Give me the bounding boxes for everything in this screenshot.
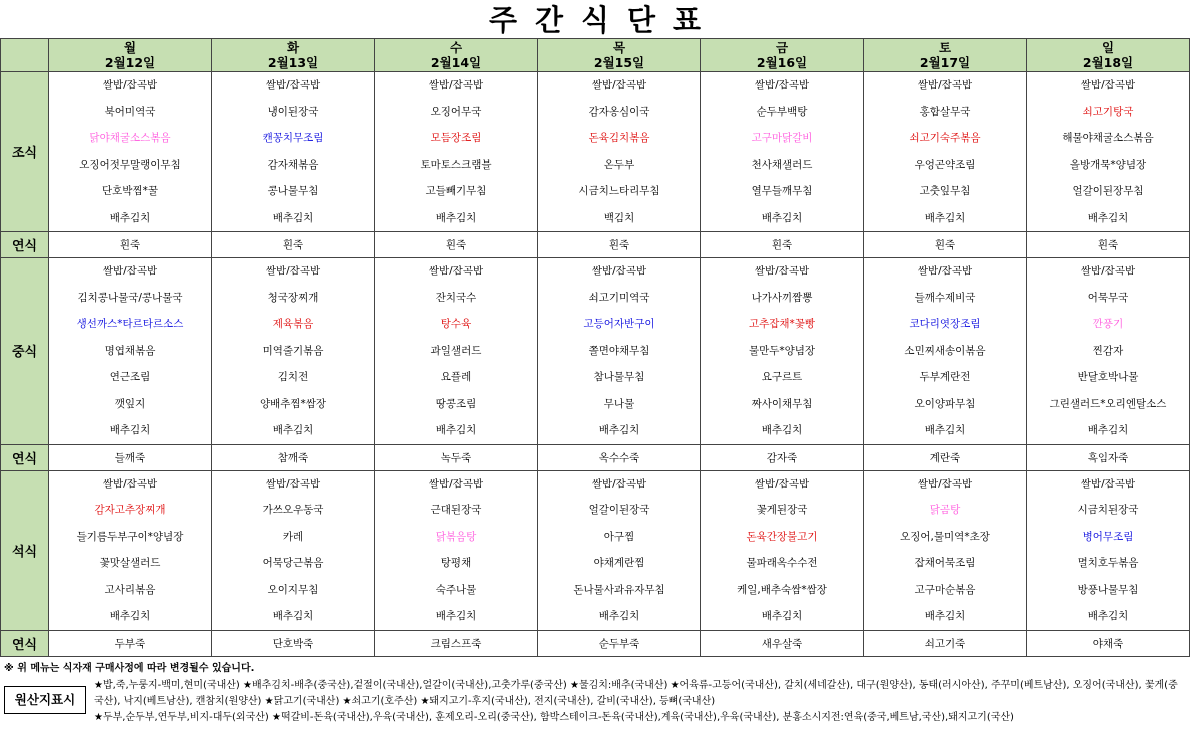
menu-item: 어묵당근볶음 — [262, 557, 324, 569]
menu-item: 쌀밥/잡곡밥 — [102, 477, 158, 490]
menu-item: 쌀밥/잡곡밥 — [591, 477, 647, 490]
menu-cell — [864, 72, 1027, 232]
menu-item: 고사리볶음 — [104, 583, 156, 596]
day-name: 토 — [938, 40, 952, 55]
menu-item: 야채계란찜 — [593, 557, 645, 569]
menu-item: 오이양파무침 — [914, 397, 976, 410]
menu-item: 참나물무침 — [593, 371, 645, 383]
menu-item: 방풍나물무침 — [1077, 583, 1139, 596]
menu-cell — [212, 72, 375, 232]
menu-item: 꽃맛살샐러드 — [99, 557, 161, 569]
menu-item: 연근조림 — [109, 371, 151, 383]
menu-item: 배추김치 — [435, 424, 477, 436]
menu-item: 오징어,물미역*초장 — [900, 530, 990, 543]
menu-item: 두부계란전 — [919, 371, 971, 383]
day-header — [49, 39, 212, 72]
menu-cell — [864, 258, 1027, 445]
menu-item: 고들빼기무침 — [425, 185, 487, 197]
menu-item: 홍합살무국 — [919, 105, 971, 118]
snack-item: 두부죽 — [49, 630, 212, 656]
snack-row — [1, 630, 1190, 656]
menu-item: 천사채샐러드 — [751, 158, 813, 171]
day-date: 2월16일 — [756, 55, 808, 70]
lunch-row — [1, 258, 1190, 445]
menu-item: 요구르트 — [761, 371, 803, 383]
menu-item: 시금치느타리무침 — [578, 185, 660, 197]
menu-cell — [864, 470, 1027, 630]
day-name: 목 — [612, 40, 626, 55]
day-header — [701, 39, 864, 72]
menu-item: 배추김치 — [109, 610, 151, 622]
menu-cell — [1027, 258, 1190, 445]
menu-item: 쌀밥/잡곡밥 — [754, 79, 810, 91]
menu-item: 케일,배추숙쌈*쌈장 — [737, 583, 827, 596]
menu-item: 배추김치 — [924, 610, 966, 622]
day-header — [375, 39, 538, 72]
menu-item: 근대된장국 — [430, 504, 482, 516]
menu-cell — [701, 470, 864, 630]
menu-item: 온두부 — [603, 158, 635, 171]
menu-item: 배추김치 — [109, 424, 151, 436]
day-date: 2월17일 — [919, 55, 971, 70]
menu-item: 반달호박나물 — [1077, 371, 1139, 383]
day-date: 2월18일 — [1082, 55, 1134, 70]
menu-item: 쌀밥/잡곡밥 — [1080, 477, 1136, 490]
snack-item: 감자죽 — [701, 444, 864, 470]
menu-item: 들깨수제비국 — [914, 291, 976, 304]
menu-item: 열무들깨무침 — [751, 185, 813, 197]
menu-item: 닭곰탕 — [929, 504, 961, 516]
menu-item: 양배추찜*쌈장 — [259, 397, 327, 410]
snack-item: 참깨죽 — [212, 444, 375, 470]
menu-item: 짜사이채무침 — [751, 397, 813, 410]
menu-cell — [212, 470, 375, 630]
menu-cell — [701, 258, 864, 445]
menu-item: 요플레 — [440, 371, 472, 383]
menu-item: 물파래옥수수전 — [746, 557, 818, 569]
snack-item: 들깨죽 — [49, 444, 212, 470]
menu-item: 잔치국수 — [435, 291, 477, 304]
menu-item: 쫄면야채무침 — [588, 344, 650, 357]
menu-item: 탕평채 — [440, 557, 472, 569]
menu-item: 배추김치 — [272, 424, 314, 436]
origin-line: ★밥,죽,누룽지-백미,현미(국내산) ★배추김치-배추(중국산),겉절이(국내산),얼갈이(국내산),고춧가루(중국산) ★물김치:배추(국내산) ★어육류-고등어(국내산), 갈치(세네갈산), 대구(원양산), 동태(러시아산), 주꾸미(베트남산), 오징어(국내산), 꽃게(중국산), 낙지(베트남산), 캔참치(원양산) ★닭고기(국내산) ★쇠고기(호주산) ★돼지고기-후지(국내산), 전지(국내산), 갈비(국내산), 등뼈(국내산) — [94, 680, 1178, 707]
menu-item: 어묵무국 — [1087, 291, 1129, 304]
day-header — [212, 39, 375, 72]
menu-item: 나가사끼짬뽕 — [751, 291, 813, 304]
day-name: 월 — [123, 40, 137, 55]
menu-item: 꽃게된장국 — [756, 504, 808, 516]
meal-label: 연식 — [1, 444, 49, 470]
menu-item: 찐감자 — [1092, 344, 1124, 357]
menu-cell — [49, 72, 212, 232]
day-name: 일 — [1101, 40, 1115, 55]
menu-item: 쌀밥/잡곡밥 — [428, 477, 484, 490]
menu-item: 제육볶음 — [272, 318, 314, 330]
menu-item: 명엽채볶음 — [104, 344, 156, 357]
menu-item: 쌀밥/잡곡밥 — [1080, 79, 1136, 91]
menu-item: 쌀밥/잡곡밥 — [265, 79, 321, 91]
menu-item: 김치콩나물국/콩나물국 — [77, 291, 183, 304]
snack-item: 흰죽 — [538, 232, 701, 258]
menu-item: 멸치호두볶음 — [1077, 557, 1139, 569]
snack-item: 흰죽 — [49, 232, 212, 258]
menu-item: 생선까스*타르타르소스 — [76, 318, 184, 330]
menu-item: 쌀밥/잡곡밥 — [917, 477, 973, 490]
menu-item: 쌀밥/잡곡밥 — [428, 79, 484, 91]
day-name: 금 — [775, 40, 789, 55]
menu-item: 쌀밥/잡곡밥 — [102, 79, 158, 91]
meal-label: 중식 — [1, 258, 49, 445]
snack-item: 단호박죽 — [212, 630, 375, 656]
menu-item: 오이지무침 — [267, 583, 319, 596]
day-header — [864, 39, 1027, 72]
menu-item: 캔꽁치무조림 — [262, 132, 324, 144]
snack-item: 흰죽 — [212, 232, 375, 258]
menu-item: 시금치된장국 — [1077, 504, 1139, 516]
menu-item: 쇠고기숙주볶음 — [909, 132, 981, 144]
snack-item: 옥수수죽 — [538, 444, 701, 470]
menu-item: 고구마순볶음 — [914, 583, 976, 596]
snack-item: 흰죽 — [1027, 232, 1190, 258]
snack-item: 흑임자죽 — [1027, 444, 1190, 470]
menu-cell — [212, 258, 375, 445]
origin-label: 원산지표시 — [4, 686, 86, 714]
origin-info — [94, 678, 1186, 726]
snack-item: 크림스프죽 — [375, 630, 538, 656]
menu-item: 과일샐러드 — [430, 344, 482, 357]
menu-item: 우엉곤약조림 — [914, 158, 976, 171]
menu-item: 쇠고기미역국 — [588, 291, 650, 304]
menu-item: 쌀밥/잡곡밥 — [265, 265, 321, 277]
menu-item: 물만두*양념장 — [748, 344, 816, 357]
menu-item: 쌀밥/잡곡밥 — [591, 265, 647, 277]
menu-item: 고추잡채*꽃빵 — [748, 318, 816, 330]
snack-item: 흰죽 — [701, 232, 864, 258]
menu-cell — [375, 470, 538, 630]
meal-label: 석식 — [1, 470, 49, 630]
corner-cell — [1, 39, 49, 72]
menu-item: 깐풍기 — [1092, 318, 1124, 330]
menu-cell — [49, 470, 212, 630]
menu-item: 숙주나물 — [435, 583, 477, 596]
menu-item: 콩나물무침 — [267, 185, 319, 197]
menu-item: 쌀밥/잡곡밥 — [754, 477, 810, 490]
menu-item: 배추김치 — [272, 610, 314, 622]
menu-item: 토마토스크램블 — [420, 158, 492, 171]
menu-item: 배추김치 — [435, 610, 477, 622]
menu-cell — [538, 258, 701, 445]
menu-item: 돈육간장불고기 — [746, 530, 818, 543]
day-header — [1027, 39, 1190, 72]
menu-item: 카레 — [282, 530, 304, 543]
menu-item: 미역줄기볶음 — [262, 344, 324, 357]
snack-item: 야채죽 — [1027, 630, 1190, 656]
menu-item: 땅콩조림 — [435, 397, 477, 410]
menu-item: 배추김치 — [761, 424, 803, 436]
weekly-menu-table — [0, 38, 1190, 657]
snack-item: 계란죽 — [864, 444, 1027, 470]
meal-label: 연식 — [1, 232, 49, 258]
menu-item: 고등어자반구이 — [583, 318, 655, 330]
meal-label: 조식 — [1, 72, 49, 232]
menu-item: 청국장찌개 — [267, 291, 319, 304]
day-date: 2월12일 — [104, 55, 156, 70]
snack-item: 쇠고기죽 — [864, 630, 1027, 656]
menu-item: 얼갈이된장무침 — [1072, 185, 1144, 197]
menu-item: 소민찌새송이볶음 — [904, 344, 986, 357]
menu-item: 얼갈이된장국 — [588, 504, 650, 516]
snack-item: 흰죽 — [864, 232, 1027, 258]
menu-item: 북어미역국 — [104, 105, 156, 118]
menu-cell — [538, 470, 701, 630]
menu-item: 감자옹심이국 — [588, 105, 650, 118]
menu-cell — [1027, 470, 1190, 630]
menu-item: 돈나물사과유자무침 — [573, 583, 665, 596]
breakfast-row — [1, 72, 1190, 232]
snack-item: 순두부죽 — [538, 630, 701, 656]
menu-item: 배추김치 — [1087, 424, 1129, 436]
menu-item: 가쓰오우동국 — [262, 504, 324, 516]
menu-cell — [1027, 72, 1190, 232]
snack-item: 흰죽 — [375, 232, 538, 258]
menu-item: 배추김치 — [924, 424, 966, 436]
menu-item: 오징어젓무말랭이무침 — [79, 158, 181, 171]
menu-item: 그린샐러드*오리엔탈소스 — [1049, 397, 1167, 410]
menu-item: 들기름두부구이*양념장 — [76, 530, 184, 543]
menu-item: 순두부백탕 — [756, 105, 808, 118]
day-name: 수 — [449, 40, 463, 55]
menu-item: 오징어무국 — [430, 105, 482, 118]
menu-item: 배추김치 — [109, 211, 151, 224]
menu-item: 배추김치 — [272, 211, 314, 224]
menu-item: 아구찜 — [603, 530, 635, 543]
menu-item: 배추김치 — [435, 211, 477, 224]
menu-item: 모듬장조림 — [430, 132, 482, 144]
menu-item: 배추김치 — [1087, 211, 1129, 224]
menu-item: 쌀밥/잡곡밥 — [917, 265, 973, 277]
menu-item: 백김치 — [603, 211, 635, 224]
menu-item: 쌀밥/잡곡밥 — [591, 79, 647, 91]
menu-cell — [701, 72, 864, 232]
menu-item: 쇠고기탕국 — [1082, 105, 1134, 118]
menu-cell — [49, 258, 212, 445]
menu-item: 잡채어묵조림 — [914, 557, 976, 569]
menu-item: 배추김치 — [761, 610, 803, 622]
menu-item: 닭야채굴소스볶음 — [89, 132, 171, 144]
menu-item: 쌀밥/잡곡밥 — [754, 265, 810, 277]
day-date: 2월14일 — [430, 55, 482, 70]
page-title: 주간식단표 — [488, 3, 720, 37]
snack-item: 새우살죽 — [701, 630, 864, 656]
menu-item: 배추김치 — [598, 424, 640, 436]
snack-item: 녹두죽 — [375, 444, 538, 470]
menu-cell — [375, 258, 538, 445]
menu-item: 무나물 — [603, 397, 635, 410]
menu-item: 쌀밥/잡곡밥 — [428, 265, 484, 277]
menu-item: 배추김치 — [924, 211, 966, 224]
menu-item: 쌀밥/잡곡밥 — [917, 79, 973, 91]
dinner-row — [1, 470, 1190, 630]
day-date: 2월15일 — [593, 55, 645, 70]
menu-item: 병어무조림 — [1082, 530, 1134, 543]
day-name: 화 — [286, 40, 300, 55]
snack-row — [1, 232, 1190, 258]
menu-item: 감자채볶음 — [267, 158, 319, 171]
snack-row — [1, 444, 1190, 470]
day-date: 2월13일 — [267, 55, 319, 70]
menu-item: 배추김치 — [761, 211, 803, 224]
menu-item: 고구마닭갈비 — [751, 132, 813, 144]
header-row — [1, 39, 1190, 72]
menu-item: 배추김치 — [1087, 610, 1129, 622]
meal-label: 연식 — [1, 630, 49, 656]
menu-item: 쌀밥/잡곡밥 — [265, 477, 321, 490]
menu-item: 김치전 — [277, 371, 309, 383]
menu-cell — [538, 72, 701, 232]
menu-item: 감자고추장찌개 — [94, 504, 166, 516]
menu-cell — [375, 72, 538, 232]
menu-item: 냉이된장국 — [267, 105, 319, 118]
menu-item: 쌀밥/잡곡밥 — [102, 265, 158, 277]
menu-item: 배추김치 — [598, 610, 640, 622]
menu-item: 코다리엿장조림 — [909, 318, 981, 330]
menu-item: 올방개묵*양념장 — [1069, 158, 1147, 171]
day-header — [538, 39, 701, 72]
menu-item: 고춧잎무침 — [919, 185, 971, 197]
menu-item: 깻잎지 — [114, 397, 146, 410]
menu-item: 탕수육 — [440, 318, 472, 330]
menu-item: 해물야채굴소스볶음 — [1062, 132, 1154, 144]
menu-change-note: ※ 위 메뉴는 식자재 구매사정에 따라 변경될수 있습니다. — [4, 663, 255, 674]
menu-item: 돈육김치볶음 — [588, 132, 650, 144]
menu-item: 닭볶음탕 — [435, 530, 477, 543]
menu-item: 쌀밥/잡곡밥 — [1080, 265, 1136, 277]
origin-line: ★두부,순두부,연두부,비지-대두(외국산) ★떡갈비-돈육(국내산),우육(국내산), 훈제오리-오리(중국산), 함박스테이크-돈육(국내산),계육(국내산),우육(국내산), 분홍소시지전:연육(중국,베트남,국산),돼지고기(국산) — [94, 712, 1014, 723]
menu-item: 단호박찜*꿀 — [102, 185, 158, 197]
